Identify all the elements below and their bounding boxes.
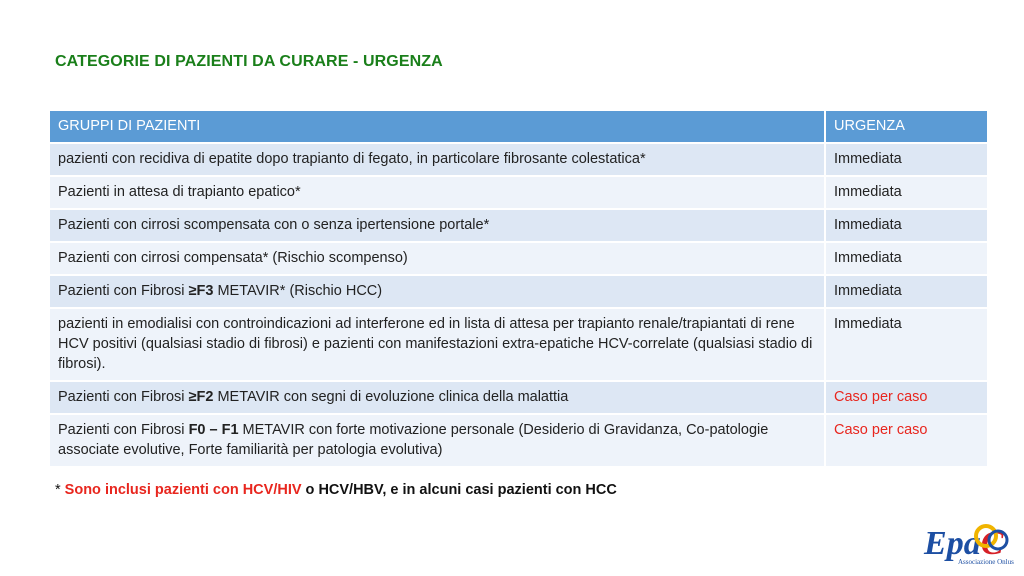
patient-group-text: Pazienti in attesa di trapianto epatico* — [58, 184, 301, 200]
fibrosis-stage: ≥F2 — [188, 389, 214, 405]
urgency-cell: Caso per caso — [825, 381, 988, 414]
footnote-highlight: Sono inclusi pazienti con HCV/HIV — [64, 482, 302, 498]
patient-group-cell — [49, 414, 825, 467]
patient-group-text: pazienti in emodialisi con controindicazioni ad interferone ed in lista di attesa per trapianto renale/trapiantati di rene HCV positivi (qualsiasi stadio di fibrosi) e pazienti con manifestazioni extra-epatiche HCV-correlate (qualsiasi stadio di fibrosi). — [58, 316, 813, 372]
patient-group-text: Pazienti con cirrosi scompensata con o senza ipertensione portale* — [58, 217, 490, 233]
patient-group-text: Pazienti con Fibrosi — [58, 389, 189, 405]
patient-group-cell — [49, 176, 825, 209]
table-row — [49, 275, 988, 308]
urgency-cell: Immediata — [825, 275, 988, 308]
fibrosis-stage: ≥F3 — [188, 283, 214, 299]
logo-text: EpaC — [924, 525, 1004, 562]
logo-subtitle: Associazione Onlus — [958, 558, 1014, 566]
patient-group-text: Pazienti con cirrosi compensata* (Rischio scompenso) — [58, 250, 408, 266]
table-row — [49, 209, 988, 242]
patient-group-text: Pazienti con Fibrosi — [58, 422, 189, 438]
urgency-cell: Immediata — [825, 176, 988, 209]
table-row — [49, 242, 988, 275]
patient-group-text: pazienti con recidiva di epatite dopo trapianto di fegato, in particolare fibrosante colestatica* — [58, 151, 646, 167]
table-row — [49, 176, 988, 209]
footnote — [55, 482, 617, 498]
patient-group-cell — [49, 143, 825, 176]
page-title: CATEGORIE DI PAZIENTI DA CURARE - URGENZA — [55, 53, 443, 70]
epac-logo — [918, 514, 1014, 570]
patient-group-cell — [49, 275, 825, 308]
patient-group-text: Pazienti con Fibrosi — [58, 283, 189, 299]
patient-group-cell — [49, 381, 825, 414]
table-row — [49, 143, 988, 176]
table-row — [49, 308, 988, 381]
urgency-cell: Immediata — [825, 143, 988, 176]
patient-group-text-continued: METAVIR con segni di evoluzione clinica della malattia — [213, 389, 569, 405]
table-header-row — [49, 110, 988, 143]
footnote-rest: o HCV/HBV, e in alcuni casi pazienti con HCC — [301, 482, 617, 498]
table-row — [49, 381, 988, 414]
header-patient-groups: GRUPPI DI PAZIENTI — [49, 110, 825, 143]
urgency-cell: Caso per caso — [825, 414, 988, 467]
urgency-cell: Immediata — [825, 308, 988, 381]
patient-group-cell — [49, 242, 825, 275]
urgency-cell: Immediata — [825, 242, 988, 275]
patient-group-text-continued: METAVIR* (Rischio HCC) — [213, 283, 383, 299]
fibrosis-stage: F0 – F1 — [188, 422, 239, 438]
header-urgency: URGENZA — [825, 110, 988, 143]
patient-categories-table — [48, 109, 989, 468]
table-row — [49, 414, 988, 467]
footnote-asterisk: * — [55, 482, 65, 498]
patient-group-cell — [49, 209, 825, 242]
patient-group-cell — [49, 308, 825, 381]
urgency-cell: Immediata — [825, 209, 988, 242]
patient-group-text-continued: METAVIR con forte motivazione personale (Desiderio di Gravidanza, Co-patologie associate evolutive, Forte familiarità per patologia evolutiva) — [58, 422, 769, 458]
